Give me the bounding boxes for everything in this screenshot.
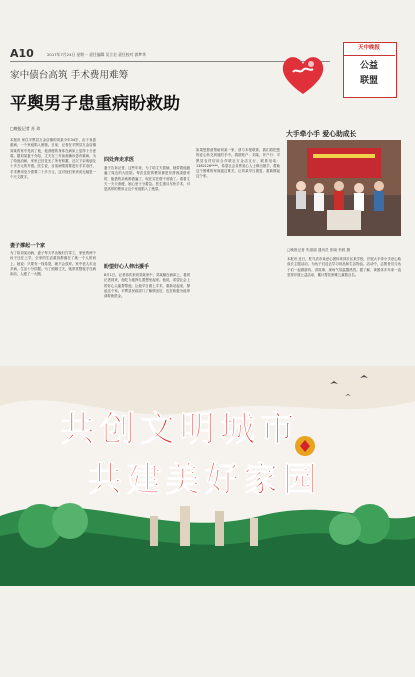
sidebar-title: 大手牵小手 爱心助成长: [286, 130, 357, 138]
page-meta: 2017年7月24日 星期一 责任编辑 吴立宏 责任校对 郭梦华: [47, 52, 146, 57]
section-heading-3: 盼望好心人伸出援手: [104, 264, 150, 270]
article-column-2: 妻子告诉记者，这些年来，为了给丈夫看病，她带着他跑遍了周边的大医院。每次住院的费用都是东拼西凑借来的，能借的亲戚都借遍了，现在实在借不到钱了。看着丈夫一天天消瘦，她心里十分着急。医生建议尽快手术，可是高昂的费用让这个家庭陷入了绝望。: [104, 166, 190, 192]
banner-slogan-line2: 共建美好家园: [88, 460, 322, 500]
column-name-line1: 公益: [359, 61, 378, 71]
heart-logo-icon: [280, 52, 326, 96]
newspaper-name: 天中晚报: [343, 42, 395, 56]
banner-slogan-line1: 共创文明城市: [60, 409, 301, 450]
article-subtitle: 家中债台高筑 手术费用难筹: [10, 70, 129, 81]
article-headline: 平舆男子患重病盼救助: [10, 94, 180, 114]
article-column-1: 本报讯 家住平舆县万金店镇的刘某今年34岁，由于身患重病，一个家庭陷入困境。日前，记者在平舆县万金店镇刘某的家中见到了他，他消瘦的身体在病床上显得十分虚弱。据刘某妻子介绍，丈夫在三年前被确诊患有重病，为了给他治病，家里已经花光了所有积蓄，还欠下亲戚朋友十多万元的外债。医生说，目前病情需要进行手术治疗，手术费用至少需要二十多万元，这对他们家来说无疑是一个天文数字。: [10, 138, 96, 180]
photo-caption: □晚报记者 朱丽丽 通讯员 张晓 李晨 摄: [287, 248, 351, 252]
sidebar-photo: [287, 140, 401, 236]
section-heading-1: 妻子撑起一个家: [10, 243, 46, 249]
event-photo-icon: [287, 140, 401, 236]
article-column-3: 如果您愿意帮助刘某一家，请与本报联系，我们将把您的爱心转交到他的手中。捐款账户：刘某，开户行：平舆县农村信用合作联社万金店支行，联系电话：1382126****。希望社会各界爱心人士伸出援手，帮助这个困难的家庭渡过难关，让刘某早日康复，重新撑起这个家。: [196, 148, 280, 179]
article-column-2b: 8月1日，记者再次来到刘某家中，刘某躺在病床上，看到记者到来，他吃力地挣扎着想坐起来。他说，希望社会上的好心人能帮帮他，让他早日做上手术，重新站起来，撑起这个家。平舆县民政部门了解情况后，也在积极为他申请救助资金。: [104, 273, 190, 299]
sidebar-text: 本报讯 近日，驻马店市某爱心团体来到市区某学校，开展大手牵小手爱心助成长主题活动，为孩子们送去学习用品和生活物品。活动中，志愿者们与孩子们一起做游戏、讲故事，现场气氛温馨热烈。据了解，该团体多年来一直坚持开展公益活动，累计帮扶困难儿童数百名。: [287, 257, 401, 277]
page-number: A10: [10, 47, 34, 60]
article-column-1b: 为了给刘某治病，妻子每天早出晚归打零工，家里的两个孩子还在上学，全家的生活重担都落在了她一个人的肩上。她说：只要有一线希望，就不会放弃。家中老人年迈多病，生活十分拮据。为了照顾丈夫，她常常整夜守在病床前，人瘦了一大圈。: [10, 251, 96, 277]
column-name-line2: 联盟: [359, 76, 378, 86]
article-byline: □晚报记者 苏 玮: [10, 126, 41, 131]
section-heading-2: 四处奔走求医: [104, 157, 135, 163]
